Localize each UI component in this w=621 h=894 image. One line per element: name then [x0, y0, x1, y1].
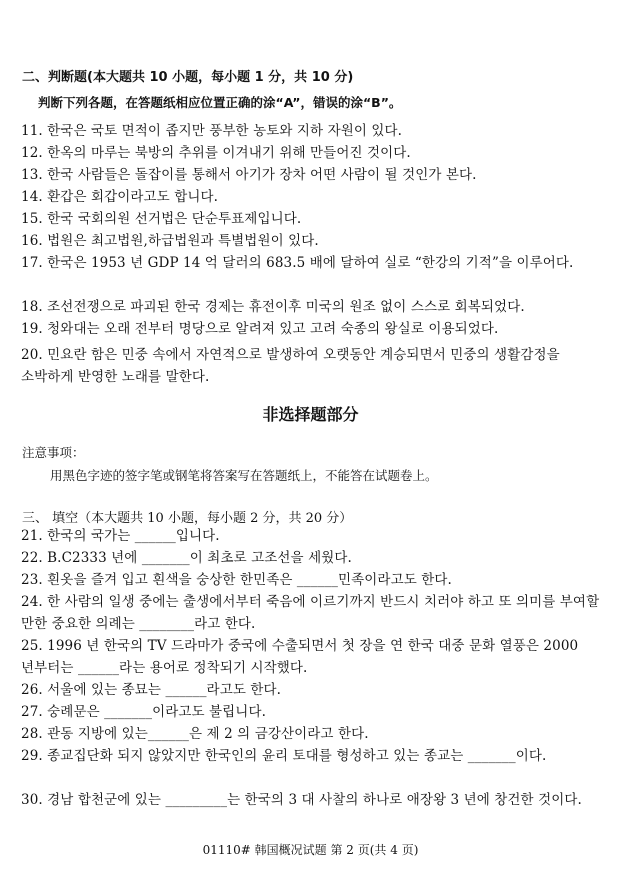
question-16: 16. 법원은 최고법원,하급법원과 특별법원이 있다. [21, 233, 319, 249]
question-27: 27. 숭례문은 _______이라고도 불립니다. [21, 704, 266, 720]
notice-label: 注意事项： [22, 445, 85, 460]
question-24: 24. 한 사람의 일생 중에는 출생에서부터 죽음에 이르기까지 반드시 치러야 하고 또 의미를 부여할 만한 중요한 의례는 ________라고 한다. [21, 594, 600, 632]
question-29: 29. 종교집단화 되지 않았지만 한국인의 윤리 토대를 형성하고 있는 종교는 _______이다. [21, 748, 547, 764]
question-12: 12. 한옥의 마루는 북방의 추위를 이겨내기 위해 만들어진 것이다. [21, 145, 411, 161]
question-21: 21. 한국의 국가는 ______입니다. [21, 528, 220, 544]
question-25: 25. 1996 년 한국의 TV 드라마가 중국에 수출되면서 첫 장을 연 한국 대중 문화 열풍은 2000 년부터는 ______라는 용어로 정착되기 시작했다. [21, 638, 579, 676]
section-title-fill-in: 三、 填空（本大题共 10 小题，每小题 2 分，共 20 分） [22, 511, 353, 526]
notice-text: 用黑色字迹的签字笔或钢笔将答案写在答题纸上，不能答在试题卷上。 [50, 468, 438, 483]
question-18: 18. 조선전쟁으로 파괴된 한국 경제는 휴전이후 미국의 원조 없이 스스로 회복되었다. [21, 299, 525, 315]
question-20: 20. 민요란 함은 민중 속에서 자연적으로 발생하여 오랫동안 계승되면서 민중의 생활감정을 소박하게 반영한 노래를 말한다. [21, 347, 560, 385]
question-14: 14. 환갑은 회갑이라고도 합니다. [21, 189, 219, 205]
question-11: 11. 한국은 국토 면적이 좁지만 풍부한 농토와 지하 자원이 있다. [21, 123, 403, 139]
question-15: 15. 한국 국회의원 선거법은 단순투표제입니다. [21, 211, 302, 227]
question-22: 22. B.C2333 년에 _______이 최초로 고조선을 세웠다. [21, 550, 352, 566]
section-instruction: 判断下列各题，在答题纸相应位置正确的涂“A”，错误的涂“B”。 [38, 95, 402, 110]
question-13: 13. 한국 사람들은 돌잡이를 통해서 아기가 장차 어떤 사람이 될 것인가 본다. [21, 167, 477, 183]
section-title-judgement: 二、判断题(本大题共 10 小题，每小题 1 分，共 10 分) [22, 70, 354, 85]
question-17: 17. 한국은 1953 년 GDP 14 억 달러의 683.5 배에 달하여 실로 “한강의 기적”을 이루어다. [21, 255, 574, 271]
question-30: 30. 경남 합천군에 있는 _________는 한국의 3 대 사찰의 하나로 애장왕 3 년에 창건한 것이다. [21, 792, 582, 808]
question-28: 28. 관동 지방에 있는______은 제 2 의 금강산이라고 한다. [21, 726, 369, 742]
question-26: 26. 서울에 있는 종묘는 ______라고도 한다. [21, 682, 282, 698]
page-footer: 01110# 韩国概况试题 第 2 页(共 4 页) [202, 843, 419, 857]
question-23: 23. 흰옷을 즐겨 입고 흰색을 숭상한 한민족은 ______민족이라고도 한다. [21, 572, 452, 588]
non-choice-part-title: 非选择题部分 [262, 405, 359, 424]
question-19: 19. 청와대는 오래 전부터 명당으로 알려져 있고 고려 숙종의 왕실로 이용되었다. [21, 321, 499, 337]
